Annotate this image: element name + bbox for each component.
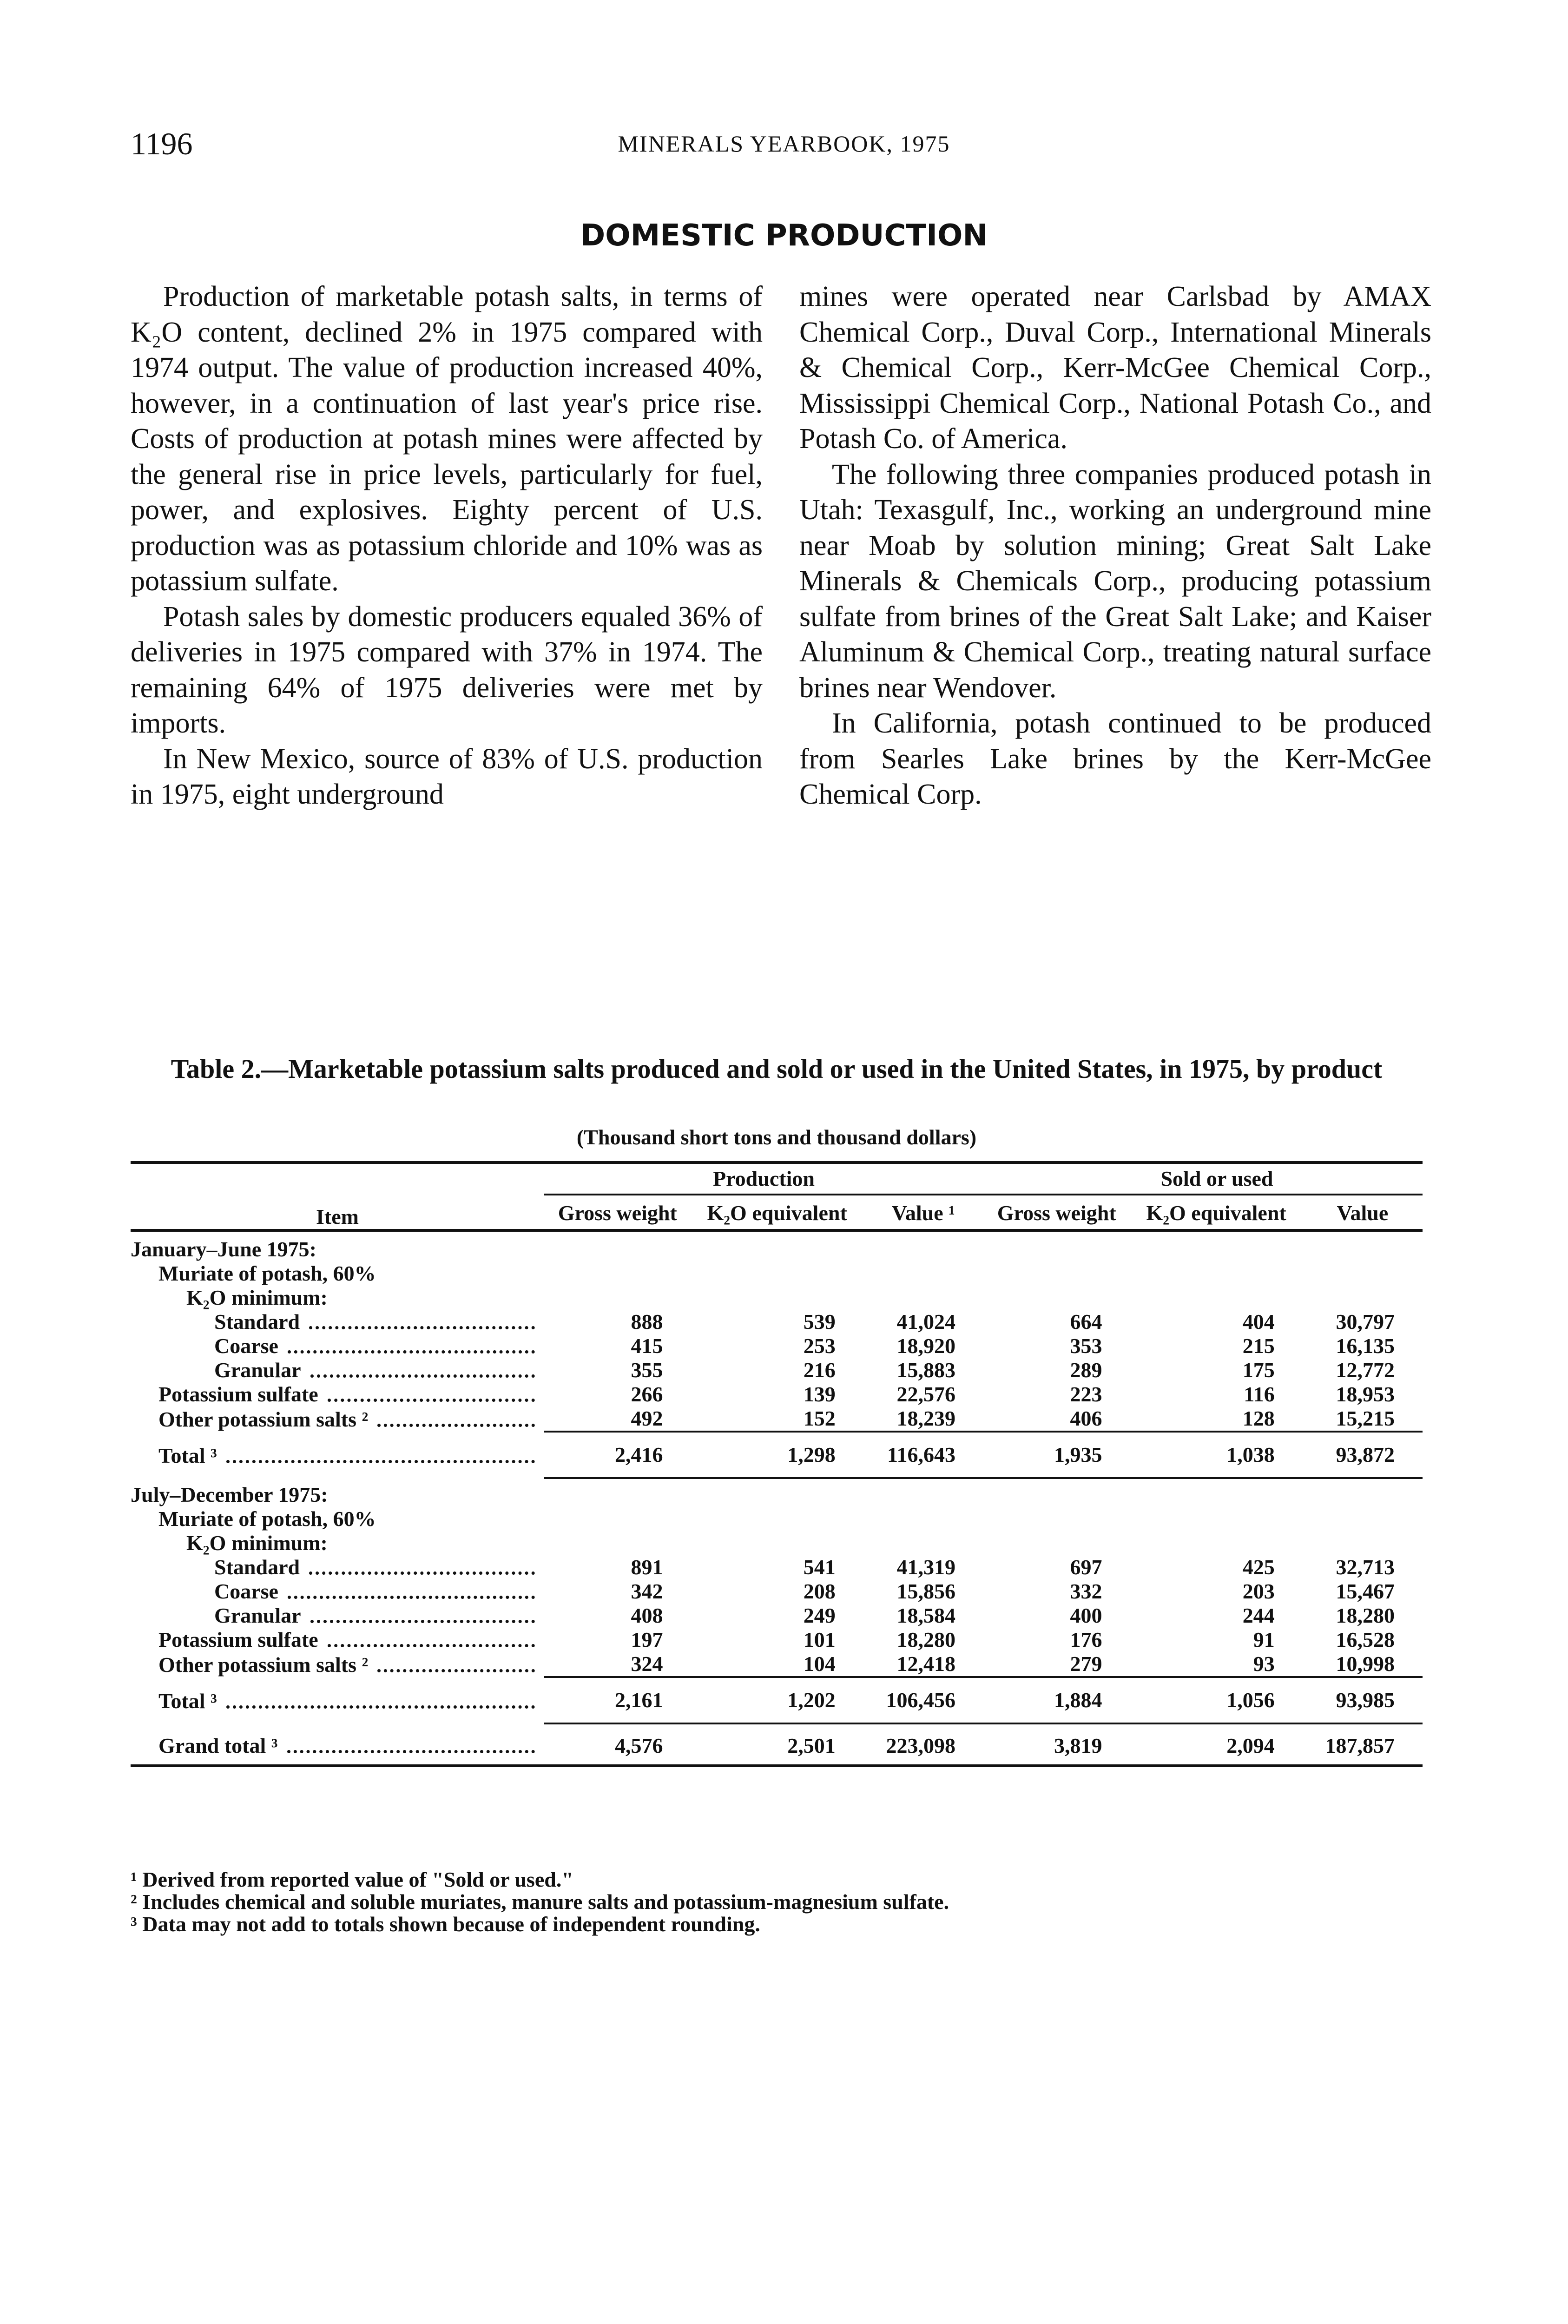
cell-value: 408 <box>631 1604 663 1627</box>
cell-value: 664 <box>1070 1310 1102 1334</box>
row-label: July–December 1975: <box>131 1483 328 1506</box>
cell-value: 891 <box>631 1555 663 1579</box>
footnotes <box>131 1868 1432 1935</box>
cell-value: 353 <box>1070 1334 1102 1358</box>
cell-value: 15,215 <box>1336 1406 1395 1430</box>
row-item: Granular <box>214 1604 301 1627</box>
cell-value: 12,772 <box>1336 1358 1395 1382</box>
table-row <box>131 1334 1423 1358</box>
cell-value: 128 <box>1242 1406 1275 1430</box>
cell-value: 116,643 <box>863 1432 983 1478</box>
cell-value: 332 <box>1070 1579 1102 1603</box>
cell-value: 279 <box>1070 1652 1102 1676</box>
column-header: Gross weight <box>983 1195 1130 1230</box>
section-label <box>131 1230 1423 1261</box>
row-item: Coarse <box>214 1579 278 1603</box>
leader-dots <box>226 1460 535 1463</box>
paragraph: Production of marketable potash salts, in terms of K₂O content, declined 2% in 1975 compared with 1974 output. The value of production increased 40%, however, in a continuation of last year's price rise. Costs of production at potash mines were affected by the general rise in price levels, particularly for fuel, power, and explosives. Eighty percent of U.S. production was as potassium chloride and 10% was as potassium sulfate. <box>131 281 763 597</box>
leader-dots <box>377 1424 535 1427</box>
table-row <box>131 1555 1423 1579</box>
cell-value: 104 <box>803 1652 836 1676</box>
section-label <box>131 1478 1423 1507</box>
table-row <box>131 1604 1423 1628</box>
cell-value: 539 <box>803 1310 836 1334</box>
cell-value: 18,280 <box>1336 1604 1395 1627</box>
left-column <box>131 279 763 812</box>
section-sublabel <box>131 1261 1423 1286</box>
section-title: DOMESTIC PRODUCTION <box>580 218 988 253</box>
cell-value: 93,985 <box>1303 1677 1423 1723</box>
paragraph: The following three companies produced potash in Utah: Texasgulf, Inc., working an underground mine near Moab by solution mining; Great Salt Lake Minerals & Chemicals Corp., producing potassium sulfate from brines of the Great Salt Lake; and Kaiser Aluminum & Chemical Corp., treating natural surface brines near Wendover. <box>799 458 1431 704</box>
column-header: Gross weight <box>544 1195 691 1230</box>
cell-value: 223,098 <box>863 1723 983 1766</box>
cell-value: 175 <box>1242 1358 1275 1382</box>
cell-value: 18,584 <box>896 1604 955 1627</box>
section-sublabel <box>131 1531 1423 1555</box>
cell-value: 2,161 <box>544 1677 691 1723</box>
cell-value: 22,576 <box>896 1382 955 1406</box>
cell-value: 541 <box>803 1555 836 1579</box>
row-item: Total ³ <box>158 1444 217 1467</box>
table-row <box>131 1628 1423 1652</box>
row-item: Potassium sulfate <box>158 1382 318 1406</box>
leader-dots <box>309 1326 535 1329</box>
cell-value: 289 <box>1070 1358 1102 1382</box>
cell-value: 16,528 <box>1336 1628 1395 1651</box>
row-label: Muriate of potash, 60% <box>158 1507 376 1531</box>
cell-value: 93 <box>1253 1652 1275 1676</box>
cell-value: 1,038 <box>1130 1432 1302 1478</box>
leader-dots <box>328 1399 535 1402</box>
row-item: Total ³ <box>158 1689 217 1713</box>
column-header: Value ¹ <box>863 1195 983 1230</box>
paragraph: In New Mexico, source of 83% of U.S. production in 1975, eight underground <box>131 743 763 810</box>
cell-value: 197 <box>631 1628 663 1651</box>
cell-value: 152 <box>803 1406 836 1430</box>
cell-value: 1,935 <box>983 1432 1130 1478</box>
cell-value: 1,202 <box>691 1677 863 1723</box>
table-row <box>131 1358 1423 1382</box>
table-row <box>131 1652 1423 1677</box>
cell-value: 492 <box>631 1406 663 1430</box>
row-item: Standard <box>214 1310 300 1334</box>
column-header-item: Item <box>131 1162 544 1230</box>
cell-value: 15,467 <box>1336 1579 1395 1603</box>
row-label: K₂O minimum: <box>186 1286 328 1309</box>
table-body <box>131 1230 1423 1766</box>
cell-value: 355 <box>631 1358 663 1382</box>
leader-dots <box>287 1750 535 1753</box>
paragraph: Potash sales by domestic producers equaled 36% of deliveries in 1975 compared with 37% in 1974. The remaining 64% of 1975 deliveries were met by imports. <box>131 601 763 739</box>
row-label: K₂O minimum: <box>186 1531 328 1555</box>
cell-value: 41,319 <box>896 1555 955 1579</box>
leader-dots <box>310 1620 535 1623</box>
table-row <box>131 1382 1423 1406</box>
column-header: Value <box>1303 1195 1423 1230</box>
cell-value: 2,416 <box>544 1432 691 1478</box>
cell-value: 4,576 <box>544 1723 691 1766</box>
row-item: Potassium sulfate <box>158 1628 318 1651</box>
cell-value: 18,239 <box>896 1406 955 1430</box>
row-item: Other potassium salts ² <box>158 1407 369 1431</box>
cell-value: 208 <box>803 1579 836 1603</box>
cell-value: 888 <box>631 1310 663 1334</box>
cell-value: 2,501 <box>691 1723 863 1766</box>
cell-value: 18,920 <box>896 1334 955 1358</box>
cell-value: 697 <box>1070 1555 1102 1579</box>
cell-value: 400 <box>1070 1604 1102 1627</box>
cell-value: 15,856 <box>896 1579 955 1603</box>
column-header: K₂O equivalent <box>691 1195 863 1230</box>
row-item: Coarse <box>214 1334 278 1358</box>
table-title: Table 2.—Marketable potassium salts produced and sold or used in the United States, in 1975, by product <box>171 1054 1383 1084</box>
paragraph: mines were operated near Carlsbad by AMAX Chemical Corp., Duval Corp., International Minerals & Chemical Corp., Kerr-McGee Chemical Corp., Mississippi Chemical Corp., National Potash Co., and Potash Co. of America. <box>799 281 1431 455</box>
cell-value: 404 <box>1242 1310 1275 1334</box>
cell-value: 101 <box>803 1628 836 1651</box>
section-sublabel <box>131 1286 1423 1310</box>
leader-dots <box>226 1705 535 1709</box>
row-item: Granular <box>214 1358 301 1382</box>
cell-value: 415 <box>631 1334 663 1358</box>
total-row <box>131 1432 1423 1478</box>
column-header: K₂O equivalent <box>1130 1195 1302 1230</box>
footnote: ³ Data may not add to totals shown because of independent rounding. <box>131 1912 760 1936</box>
cell-value: 266 <box>631 1382 663 1406</box>
leader-dots <box>309 1571 535 1575</box>
cell-value: 342 <box>631 1579 663 1603</box>
cell-value: 106,456 <box>863 1677 983 1723</box>
cell-value: 10,998 <box>1336 1652 1395 1676</box>
right-column <box>799 279 1431 812</box>
cell-value: 16,135 <box>1336 1334 1395 1358</box>
footnote: ² Includes chemical and soluble muriates, manure salts and potassium-magnesium sulfate. <box>131 1890 949 1914</box>
cell-value: 249 <box>803 1604 836 1627</box>
leader-dots <box>310 1374 535 1378</box>
page-number: 1196 <box>131 126 193 161</box>
row-item: Other potassium salts ² <box>158 1653 369 1677</box>
group-header-production: Production <box>544 1162 983 1195</box>
cell-value: 187,857 <box>1303 1723 1423 1766</box>
row-label: Muriate of potash, 60% <box>158 1261 376 1285</box>
row-item: Standard <box>214 1555 300 1579</box>
cell-value: 93,872 <box>1303 1432 1423 1478</box>
cell-value: 139 <box>803 1382 836 1406</box>
table-subtitle: (Thousand short tons and thousand dollars) <box>576 1125 977 1149</box>
cell-value: 425 <box>1242 1555 1275 1579</box>
cell-value: 15,883 <box>896 1358 955 1382</box>
cell-value: 2,094 <box>1130 1723 1302 1766</box>
cell-value: 18,953 <box>1336 1382 1395 1406</box>
cell-value: 223 <box>1070 1382 1102 1406</box>
footnote: ¹ Derived from reported value of "Sold or used." <box>131 1868 573 1891</box>
cell-value: 1,884 <box>983 1677 1130 1723</box>
cell-value: 116 <box>1244 1382 1275 1406</box>
cell-value: 91 <box>1253 1628 1275 1651</box>
table-row <box>131 1579 1423 1604</box>
cell-value: 253 <box>803 1334 836 1358</box>
cell-value: 12,418 <box>896 1652 955 1676</box>
leader-dots <box>288 1596 535 1599</box>
data-table <box>131 1161 1423 1767</box>
cell-value: 1,056 <box>1130 1677 1302 1723</box>
total-row <box>131 1677 1423 1723</box>
cell-value: 406 <box>1070 1406 1102 1430</box>
paragraph: In California, potash continued to be produced from Searles Lake brines by the Kerr-McGee Chemical Corp. <box>799 707 1431 810</box>
leader-dots <box>328 1644 535 1647</box>
cell-value: 244 <box>1242 1604 1275 1627</box>
cell-value: 176 <box>1070 1628 1102 1651</box>
cell-value: 216 <box>803 1358 836 1382</box>
cell-value: 324 <box>631 1652 663 1676</box>
leader-dots <box>288 1350 535 1353</box>
row-label: January–June 1975: <box>131 1237 316 1261</box>
running-head: MINERALS YEARBOOK, 1975 <box>618 131 950 157</box>
cell-value: 41,024 <box>896 1310 955 1334</box>
cell-value: 32,713 <box>1336 1555 1395 1579</box>
cell-value: 3,819 <box>983 1723 1130 1766</box>
group-header-sold: Sold or used <box>983 1162 1423 1195</box>
cell-value: 203 <box>1242 1579 1275 1603</box>
cell-value: 30,797 <box>1336 1310 1395 1334</box>
section-sublabel <box>131 1507 1423 1531</box>
grand-total-row <box>131 1723 1423 1766</box>
cell-value: 18,280 <box>896 1628 955 1651</box>
table-row <box>131 1406 1423 1432</box>
row-item: Grand total ³ <box>158 1734 278 1757</box>
table-row <box>131 1310 1423 1334</box>
leader-dots <box>377 1669 535 1672</box>
cell-value: 1,298 <box>691 1432 863 1478</box>
cell-value: 215 <box>1242 1334 1275 1358</box>
